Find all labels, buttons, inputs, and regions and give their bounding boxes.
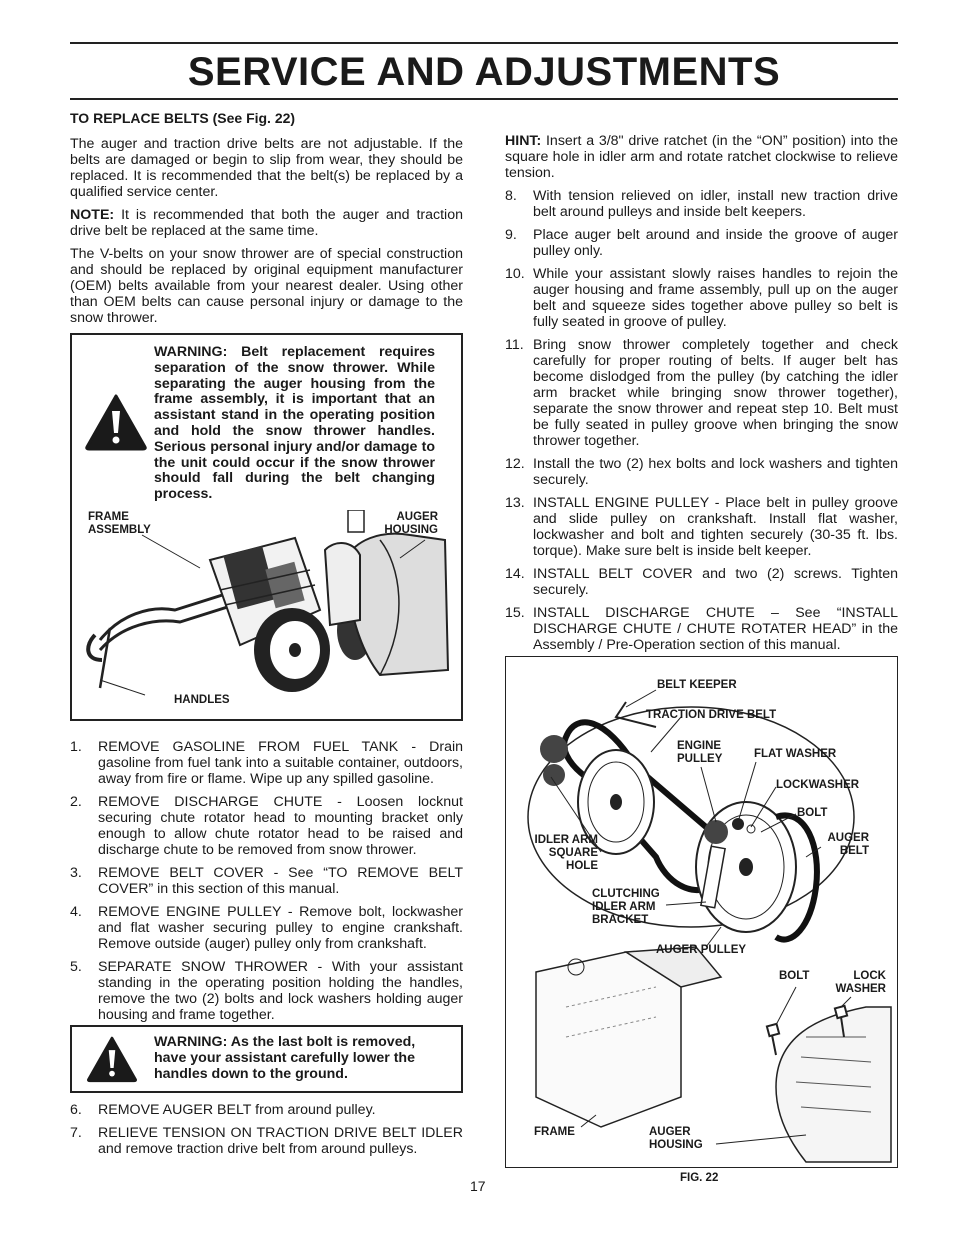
step-text: Install the two (2) hex bolts and lock washers and tighten securely. (533, 456, 898, 488)
label-flat-washer: FLAT WASHER (754, 748, 837, 760)
step-item (70, 904, 463, 952)
steps-list-a (70, 739, 463, 1023)
right-column (505, 133, 898, 660)
step-number: 13. (505, 495, 525, 511)
figure-22 (505, 656, 898, 1168)
left-column-intro (70, 110, 463, 333)
step-title: REMOVE BELT COVER (98, 865, 264, 881)
label-auger-belt: AUGER BELT (827, 832, 869, 857)
step-text: - Remove bolt, lockwasher and flat washer securing pulley to engine crankshaft. Remove outside (auger) pulley only from crankshaft. (98, 904, 463, 952)
step-item (505, 495, 898, 559)
label-auger-pulley: AUGER PULLEY (656, 944, 747, 956)
step-number: 14. (505, 566, 525, 582)
step-title: REMOVE GASOLINE FROM FUEL TANK (98, 739, 399, 755)
warning-triangle-icon (86, 1035, 138, 1083)
step-text: Bring snow thrower completely together and check carefully for proper routing of belts. If auger belt has become dislodged from the pulley (by catching the idler arm bracket while bringing snow thrower together), separate the snow thrower and repeat step 10. Belt must be fully seated in pulley groove when bringing the snow thrower together. (533, 337, 898, 449)
step-text: - Drain gasoline from fuel tank into a suitable container, outdoors, away from fire or flame. Wipe up any spilled gasoline. (98, 739, 463, 787)
step-number: 1. (70, 739, 82, 755)
section-heading: TO REPLACE BELTS (See Fig. 22) (70, 110, 296, 126)
step-title: REMOVE DISCHARGE CHUTE (98, 794, 323, 810)
step-item (70, 959, 463, 1023)
step-number: 5. (70, 959, 82, 975)
step-title: REMOVE ENGINE PULLEY (98, 904, 282, 920)
step-text: - With your assistant standing in the operating position holding the handles, remove the two (2) bolts and lock washers holding auger housing and frame together. (98, 959, 463, 1023)
step-number: 12. (505, 456, 525, 472)
note-text: It is recommended that both the auger and traction drive belt be replaced at the same time. (70, 207, 463, 239)
step-title: INSTALL ENGINE PULLEY (533, 495, 710, 511)
step-title: RELIEVE TENSION ON TRACTION DRIVE BELT IDLER (98, 1125, 463, 1141)
step-title: INSTALL BELT COVER (533, 566, 693, 582)
warning-box-last-bolt (70, 1025, 463, 1093)
label-belt-keeper: BELT KEEPER (657, 679, 737, 691)
step-number: 2. (70, 794, 82, 810)
step-number: 9. (505, 227, 517, 243)
intro-paragraph: The auger and traction drive belts are not adjustable. If the belts are damaged or begin to slip from wear, they should be replaced. It is recommended that the belt(s) be replaced by a qualified service center. (70, 136, 463, 200)
step-item (70, 1125, 463, 1157)
step-text: While your assistant slowly raises handles to rejoin the auger housing and frame assembly, pull up on the auger belt and squeeze sides together above pulley so belt is fully seated in groove of pulley. (533, 266, 898, 330)
page-title: SERVICE AND ADJUSTMENTS (187, 50, 781, 94)
warning-text-belt-replacement: WARNING: Belt replacement requires separation of the snow thrower. While separating the auger housing from the frame assembly, it is important that an assistant stand in the operating position and hold the snow thrower handles. Serious personal injury and/or damage to the unit could occur if the snow thrower should fall during the belt changing process. (154, 344, 435, 503)
step-text: Place auger belt around and inside the groove of auger pulley only. (533, 227, 898, 259)
label-auger-housing-fig: AUGER HOUSING (649, 1126, 703, 1151)
step-text: and remove traction drive belt from around pulleys. (98, 1141, 418, 1157)
step-title: REMOVE AUGER BELT (98, 1102, 252, 1118)
step-number: 10. (505, 266, 525, 282)
warning-box-belt-replacement (70, 333, 463, 721)
label-traction-drive-belt: TRACTION DRIVE BELT (646, 709, 777, 721)
label-bolt-top: BOLT (797, 807, 828, 819)
step-item (505, 566, 898, 598)
step-text: – See “INSTALL DISCHARGE CHUTE / CHUTE ROTATER HEAD” in the Assembly / Pre-Operation section of this manual. (533, 605, 898, 653)
label-frame-assembly: FRAME ASSEMBLY (88, 511, 151, 536)
step-number: 4. (70, 904, 82, 920)
step-text: With tension relieved on idler, install new traction drive belt around pulleys and inside belt keepers. (533, 188, 898, 220)
step-item (505, 456, 898, 488)
label-handles: HANDLES (174, 694, 230, 706)
page-number: 17 (470, 1178, 486, 1194)
step-item (70, 794, 463, 858)
steps-list-c (505, 188, 898, 653)
label-lockwasher: LOCKWASHER (776, 779, 860, 791)
step-number: 11. (505, 337, 524, 353)
hint-label: HINT: (505, 133, 542, 149)
label-auger-housing: AUGER HOUSING (384, 511, 438, 536)
step-text: - See “TO REMOVE BELT COVER” in this section of this manual. (98, 865, 463, 897)
step-item (505, 188, 898, 220)
title-bottom-rule (70, 98, 898, 100)
warning-triangle-icon (84, 393, 148, 451)
step-number: 8. (505, 188, 517, 204)
oem-paragraph: The V-belts on your snow thrower are of special construction and should be replaced by original equipment manufacturer (OEM) belts available from your nearest dealer. Using other than OEM belts can cause personal injury or damage to the snow thrower. (70, 246, 463, 326)
step-item (505, 266, 898, 330)
snow-thrower-separation-illustration (80, 510, 456, 715)
step-text: - Place belt in pulley groove and slide pulley on crankshaft. Install flat washer, lockwasher and bolt and tighten securely (30-35 ft. lbs. torque). Make sure belt is inside belt keeper. (533, 495, 899, 559)
label-lock-washer: LOCK WASHER (835, 970, 886, 995)
belt-routing-diagram (506, 657, 896, 1166)
step-number: 7. (70, 1125, 82, 1141)
step-item (505, 227, 898, 259)
step-text: and two (2) screws. Tighten securely. (533, 566, 898, 598)
step-number: 15. (505, 605, 525, 621)
step-item (505, 605, 898, 653)
step-number: 3. (70, 865, 82, 881)
label-clutching-idler-arm-bracket: CLUTCHING IDLER ARM BRACKET (592, 888, 660, 926)
step-title: SEPARATE SNOW THROWER (98, 959, 308, 975)
steps-1-5 (70, 739, 463, 1030)
label-engine-pulley: ENGINE PULLEY (677, 740, 723, 765)
warning-text-last-bolt: WARNING: As the last bolt is removed, have your assistant carefully lower the handles down to the ground. (154, 1034, 416, 1082)
label-frame: FRAME (534, 1126, 575, 1138)
step-text: from around pulley. (251, 1102, 376, 1118)
hint-paragraph (505, 133, 898, 181)
step-title: INSTALL DISCHARGE CHUTE (533, 605, 755, 621)
figure-caption: FIG. 22 (680, 1172, 719, 1184)
step-text: - Loosen locknut securing chute rotator head to mounting bracket only enough to allow chute rotator head to be raised and discharge chute to be removed from snow thrower. (98, 794, 463, 858)
note-paragraph (70, 207, 463, 239)
hint-text: Insert a 3/8" drive ratchet (in the “ON” position) into the square hole in idler arm and rotate ratchet clockwise to relieve tension. (505, 133, 898, 181)
step-item (70, 1102, 463, 1118)
step-item (70, 865, 463, 897)
steps-list-b (70, 1102, 463, 1157)
label-idler-arm-square-hole: IDLER ARM SQUARE HOLE (534, 834, 598, 872)
steps-6-7 (70, 1102, 463, 1164)
step-item (70, 739, 463, 787)
label-bolt-bottom: BOLT (779, 970, 810, 982)
note-label: NOTE: (70, 207, 115, 223)
step-number: 6. (70, 1102, 82, 1118)
step-item (505, 337, 898, 449)
